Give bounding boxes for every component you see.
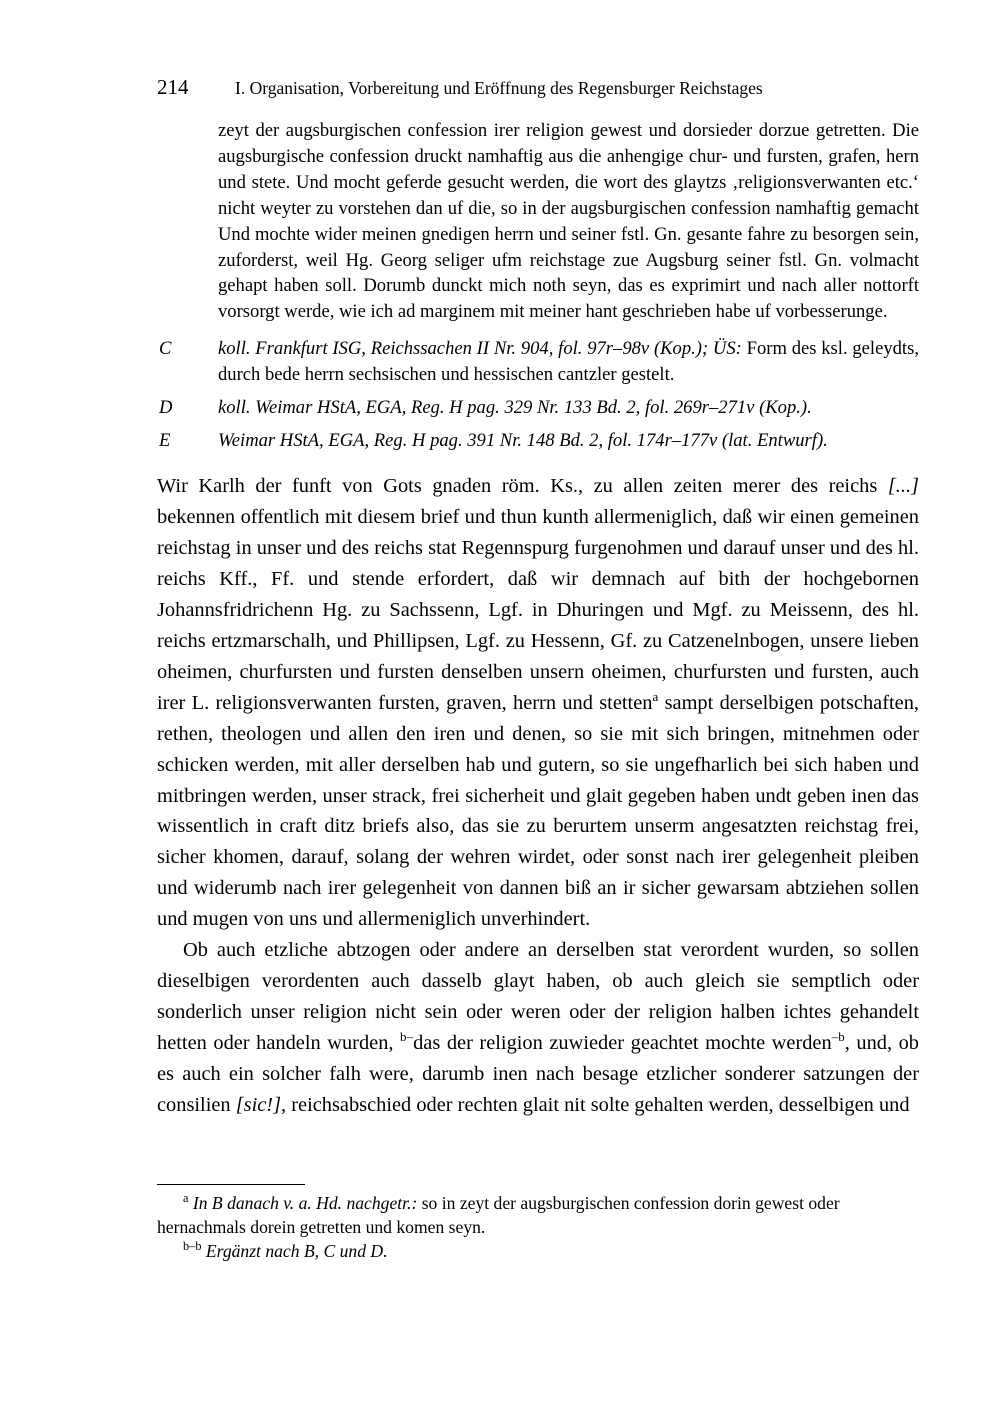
page-content [157,118,919,1120]
running-head [157,76,919,99]
apparatus-text [218,336,919,388]
sic-marker: [sic!] [235,1093,282,1116]
apparatus-text-italic: Weimar HStA, EGA, Reg. H pag. 391 Nr. 148 Bd. 2, fol. 174r–177v (lat. Entwurf). [218,429,828,451]
quoted-source-block: zeyt der augsburgischen confession irer religion gewest und dorsieder dorzue getretten. Die augsburgische confession druckt namhaftig aus die anhengige chur- und fursten, grafen, hern und stete. Und mocht geferde gesucht werden, die wort des glaytzs ‚religionsverwanten etc.‘ nicht weyter zu vorstehen dan uf die, so in der augsburgischen confession namhaftig gemacht Und mochte wider meinen gnedigen herrn und seiner fstl. Gn. gesante fahre zu besorgen sein, zuforderst, weil Hg. Georg seliger ufm reichstage zue Augsburg seiner fstl. Gn. volmacht gehapt haben soll. Dorumb dunckt mich noth seyn, das es exprimirt und nach aller nottorft vorsorgt werde, wie ich ad marginem mit meiner hant geschrieben habe uf vorbesserunge. [218,120,919,323]
footnote-area [157,1184,919,1264]
footnote-separator-rule [157,1184,305,1185]
body-text-segment: , reichsabschied oder rechten glait nit solte gehalten werden, desselbigen und [281,1093,910,1116]
body-text-segment: bekennen offentlich mit diesem brief und thun kunth allermeniglich, daß wir einen gemeinen reichstag in unser und des reichs stat Regennspurg furgenohmen und darauf unser und des hl. reichs Kff., Ff. und stende erfordert, daß wir demnach auf bith der hochgebornen Johannsfridrichenn Hg. zu Sachssenn, Lgf. in Dhuringen und Mgf. zu Meissenn, des hl. reichs ertzmarschalh, und Phillipsen, Lgf. zu Hessenn, Gf. zu Catzenelnbogen, unsere lieben oheimen, churfursten und fursten denselben unsern oheimen, churfursten und fursten, auch irer L. religionsverwanten fursten, graven, herrn und stetten [157,506,919,714]
apparatus-siglum: D [159,396,173,418]
footnote-ref-b-close[interactable]: –b [831,1028,845,1044]
body-paragraph-2 [157,935,919,1120]
apparatus-text-italic: koll. Weimar HStA, EGA, Reg. H pag. 329 Nr. 133 Bd. 2, fol. 269r–271v (Kop.). [218,396,812,418]
apparatus-entry-c [157,336,919,388]
apparatus-text-italic: koll. Frankfurt ISG, Reichssachen II Nr. 904, fol. 97r–98v (Kop.); ÜS: [218,338,742,360]
apparatus-entry-d [157,395,919,421]
footnote-b [157,1240,919,1264]
apparatus-siglum: E [159,429,171,451]
apparatus-siglum: C [159,338,172,360]
body-text-segment: sampt derselbigen potschaften, rethen, theologen und allen den iren und denen, so sie mit sich bringen, mitnehmen oder schicken werden, mit aller derselben hab und gutern, so sie ungefharlich bei sich haben und mitbringen werden, unser strack, frei sicherheit und glait gegeben haben undt geben inen das wissentlich in craft ditz briefs also, das sie zu berurtem unserm angesatzten reichstag frei, sicher khomen, darauf, solang der wehren wirdet, oder sonst nach irer gelegenheit pleiben und widerumb nach irer gelegenheit von dannen biß an ir sicher gewarsam abtziehen sollen und mugen von uns und allermeniglich unverhindert. [157,691,919,931]
footnote-marker: b–b [183,1239,202,1254]
apparatus-entry-e [157,428,919,454]
footnote-text-italic: Ergänzt nach B, C und D. [205,1241,388,1262]
footnote-marker: a [183,1191,189,1206]
running-head-title: I. Organisation, Vorbereitung und Eröffnung des Regensburger Reichstages [235,78,763,98]
apparatus-text [218,395,919,421]
body-text-segment: Ob auch etzliche abtzogen oder andere an derselben stat verordent wurden, so sollen dieselbigen verordenten auch dasselb glayt haben, ob auch gleich sie semptlich oder sonderlich unser religion nicht sein oder weren oder der religion halben ichtes gehandelt hetten oder handeln wurden, [157,939,919,1054]
body-paragraph-1 [157,471,919,935]
footnote-a [157,1192,919,1239]
apparatus-text-roman: Form des ksl. geleydts, durch bede herrn sechsischen und hessischen cantzler gestelt. [218,338,919,386]
page-number: 214 [157,75,189,99]
body-text-segment: , und, ob es auch ein solcher falh were, darumb inen nach besage etzlicher sonderer satzungen der consilien [157,1031,919,1116]
footnote-text-italic: In B danach v. a. Hd. nachgetr.: [192,1193,418,1213]
body-text-segment: das der religion zuwieder geachtet mochte werden [413,1031,832,1054]
footnote-ref-b-open[interactable]: b– [400,1028,414,1044]
body-text-segment: Wir Karlh der funft von Gots gnaden röm. Ks., zu allen zeiten merer des reichs [157,475,888,498]
ellipsis-marker: [...] [887,475,919,498]
footnote-text-roman: so in zeyt der augsburgischen confession dorin gewest oder hernachmals dorein getretten und komen seyn. [157,1193,840,1237]
apparatus-text [218,428,919,454]
footnote-ref-a[interactable]: a [652,688,659,704]
apparatus-list [157,336,919,453]
